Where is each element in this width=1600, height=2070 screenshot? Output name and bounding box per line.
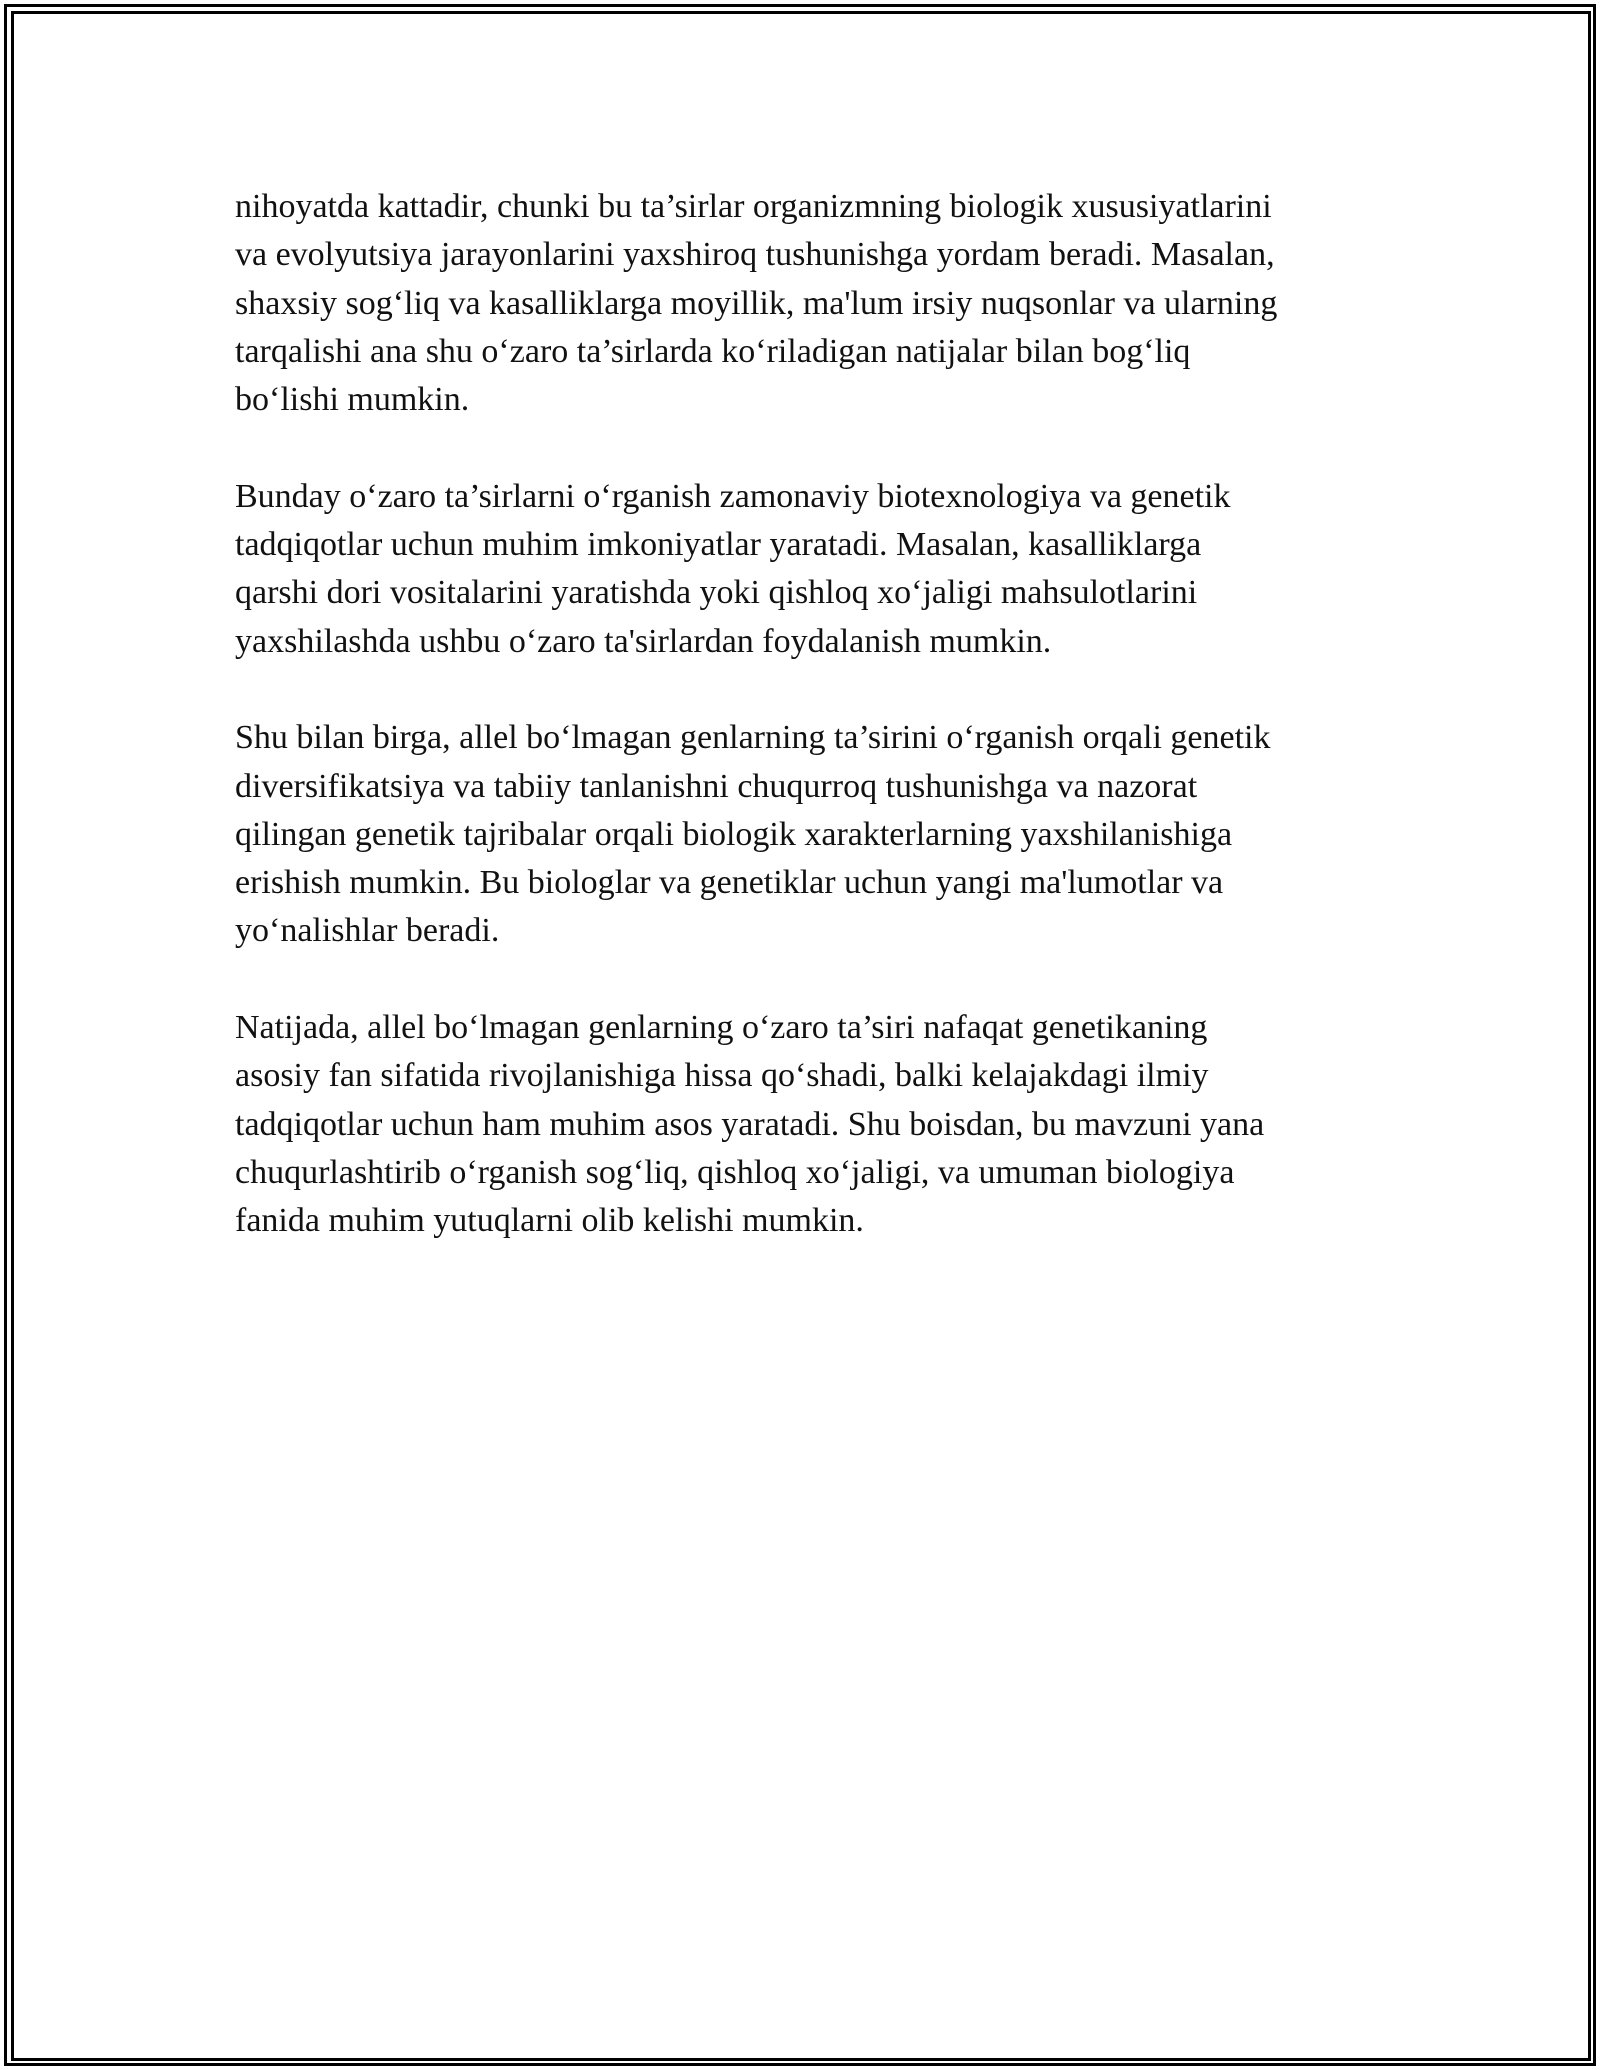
paragraph-2 [235, 473, 1380, 666]
text-line: asosiy fan sifatida rivojlanishiga hissa qo‘shadi, balki kelajakdagi ilmiy [235, 1057, 1209, 1095]
text-line: tarqalishi ana shu o‘zaro ta’sirlarda ko‘riladigan natijalar bilan bog‘liq [235, 332, 1191, 370]
text-line: bo‘lishi mumkin. [235, 381, 470, 419]
document-body [235, 183, 1380, 1294]
text-line: Bunday o‘zaro ta’sirlarni o‘rganish zamonaviy biotexnologiya va genetik [235, 477, 1231, 515]
text-line: va evolyutsiya jarayonlarini yaxshiroq tushunishga yordam beradi. Masalan, [235, 236, 1275, 274]
text-line: yaxshilashda ushbu o‘zaro ta'sirlardan foydalanish mumkin. [235, 622, 1052, 660]
text-line: tadqiqotlar uchun muhim imkoniyatlar yaratadi. Masalan, kasalliklarga [235, 526, 1202, 564]
text-line: nihoyatda kattadir, chunki bu ta’sirlar organizmning biologik xususiyatlarini [235, 188, 1272, 225]
text-line: Natijada, allel bo‘lmagan genlarning o‘zaro ta’siri nafaqat genetikaning [235, 1009, 1208, 1047]
text-line: shaxsiy sog‘liq va kasalliklarga moyillik, ma'lum irsiy nuqsonlar va ularning [235, 284, 1278, 322]
text-line: Shu bilan birga, allel bo‘lmagan genlarning ta’sirini o‘rganish orqali genetik [235, 719, 1271, 757]
text-line: erishish mumkin. Bu biologlar va genetiklar uchun yangi ma'lumotlar va [235, 864, 1224, 902]
paragraph-1 [235, 183, 1380, 424]
text-line: qilingan genetik tajribalar orqali biologik xarakterlarning yaxshilanishiga [235, 815, 1233, 853]
text-line: yo‘nalishlar beradi. [235, 912, 500, 950]
text-line: tadqiqotlar uchun ham muhim asos yaratadi. Shu boisdan, bu mavzuni yana [235, 1105, 1265, 1143]
paragraph-4 [235, 1004, 1380, 1245]
text-line: fanida muhim yutuqlarni olib kelishi mumkin. [235, 1202, 864, 1240]
text-line: qarshi dori vositalarini yaratishda yoki qishloq xo‘jaligi mahsulotlarini [235, 574, 1198, 612]
paragraph-3 [235, 714, 1380, 955]
text-line: diversifikatsiya va tabiiy tanlanishni chuqurroq tushunishga va nazorat [235, 767, 1198, 805]
text-line: chuqurlashtirib o‘rganish sog‘liq, qishloq xo‘jaligi, va umuman biologiya [235, 1153, 1235, 1191]
